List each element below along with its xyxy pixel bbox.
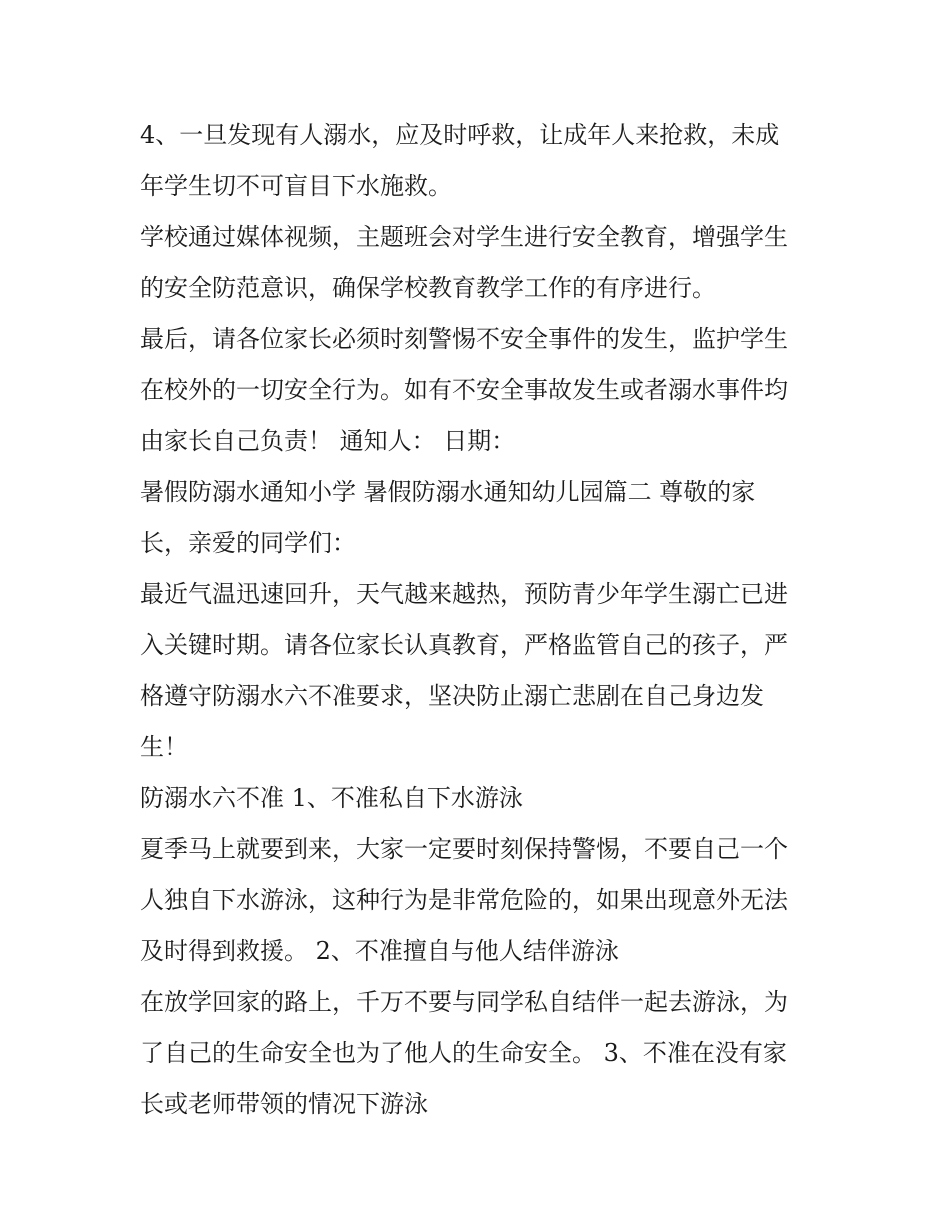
text-line: 长，亲爱的同学们： [140, 529, 356, 557]
text-line: 的安全防范意识，确保学校教育教学工作的有序进行。 [140, 274, 716, 302]
text-line: 人独自下水游泳，这种行为是非常危险的，如果出现意外无法 [140, 886, 788, 914]
text-line: 学校通过媒体视频，主题班会对学生进行安全教育，增强学生 [140, 223, 788, 251]
document-body [140, 110, 820, 1130]
text-line: 格遵守防溺水六不准要求，坚决防止溺亡悲剧在自己身边发 [140, 682, 764, 710]
text-line: 4、一旦发现有人溺水，应及时呼救，让成年人来抢救，未成 [140, 121, 780, 149]
text-line: 最后，请各位家长必须时刻警惕不安全事件的发生，监护学生 [140, 325, 788, 353]
text-line: 入关键时期。请各位家长认真教育，严格监管自己的孩子，严 [140, 631, 788, 659]
text-line: 由家长自己负责！ 通知人： 日期： [140, 427, 516, 455]
text-line: 在校外的一切安全行为。如有不安全事故发生或者溺水事件均 [140, 376, 788, 404]
text-line: 暑假防溺水通知小学 暑假防溺水通知幼儿园篇二 尊敬的家 [140, 478, 756, 506]
text-line: 防溺水六不准 1、不准私自下水游泳 [140, 784, 523, 812]
text-line: 生！ [140, 733, 188, 761]
text-line: 长或老师带领的情况下游泳 [140, 1090, 428, 1118]
text-line: 了自己的生命安全也为了他人的生命安全。 3、不准在没有家 [140, 1039, 787, 1067]
text-line: 在放学回家的路上，千万不要与同学私自结伴一起去游泳，为 [140, 988, 788, 1016]
text-line: 最近气温迅速回升，天气越来越热，预防青少年学生溺亡已进 [140, 580, 788, 608]
text-line: 及时得到救援。 2、不准擅自与他人结伴游泳 [140, 937, 619, 965]
text-line: 夏季马上就要到来，大家一定要时刻保持警惕，不要自己一个 [140, 835, 788, 863]
text-line: 年学生切不可盲目下水施救。 [140, 172, 452, 200]
